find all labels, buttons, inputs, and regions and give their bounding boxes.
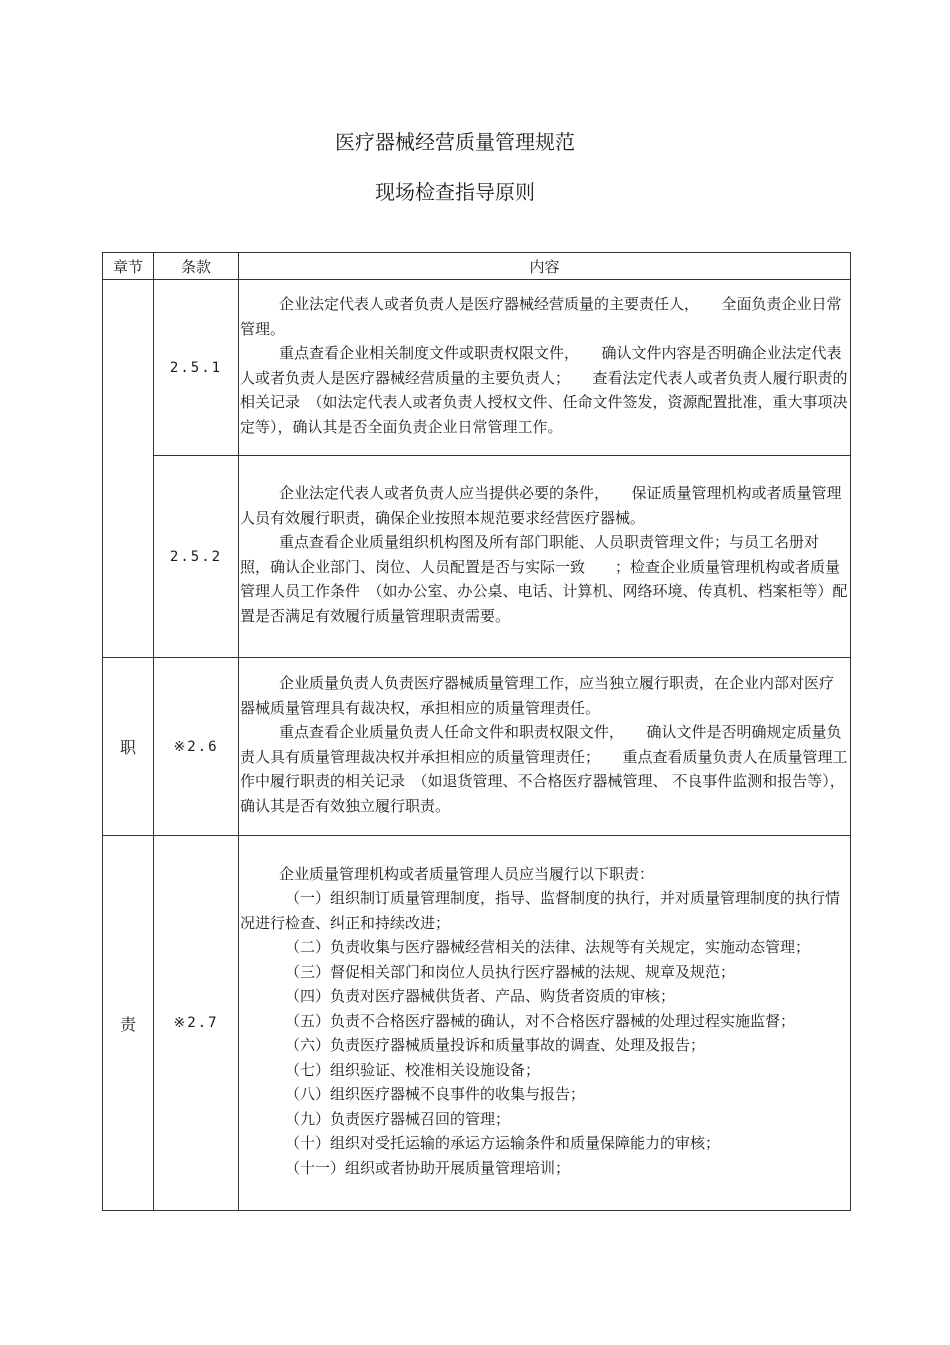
- chapter-cell-upper: [103, 280, 154, 658]
- table-row: [103, 280, 851, 456]
- clause-cell: 2.5.2: [154, 456, 239, 658]
- content-paragraph: （五）负责不合格医疗器械的确认，对不合格医疗器械的处理过程实施监督；: [285, 1011, 796, 1030]
- content-paragraph: （一）组织制订质量管理制度，指导、监督制度的执行，并对质量管理制度的执行情况进行检查、纠正和持续改进；: [240, 889, 841, 932]
- content-paragraph: 企业法定代表人或者负责人应当提供必要的条件， 保证质量管理机构或者质量管理人员有效履行职责，确保企业按照本规范要求经营医疗器械。: [240, 484, 842, 527]
- chapter-cell-zhi: 职: [103, 658, 154, 836]
- content-paragraph: （十一）组织或者协助开展质量管理培训；: [285, 1158, 571, 1177]
- table-row: [103, 456, 851, 658]
- content-paragraph: （二）负责收集与医疗器械经营相关的法律、法规等有关规定，实施动态管理；: [285, 938, 811, 957]
- content-paragraph: （八）组织医疗器械不良事件的收集与报告；: [285, 1085, 586, 1104]
- content-paragraph: 企业质量管理机构或者质量管理人员应当履行以下职责：: [279, 864, 655, 883]
- doc-title-line1: 医疗器械经营质量管理规范: [335, 130, 575, 154]
- content-paragraph: 重点查看企业质量组织机构图及所有部门职能、人员职责管理文件；与员工名册对照，确认企业部门、岗位、人员配置是否与实际一致 ；检查企业质量管理机构或者质量管理人员工作条件 （如办公室、办公桌、电话、计算机、网络环境、传真机、档案柜等）配置是否满足有效履行质量管理职责需要。: [240, 533, 848, 625]
- header-chapter: 章节: [103, 253, 154, 280]
- inspection-table: [102, 252, 851, 1211]
- chapter-cell-ze: 责: [103, 836, 154, 1211]
- content-paragraph: 企业法定代表人或者负责人是医疗器械经营质量的主要责任人， 全面负责企业日常管理。: [240, 295, 842, 338]
- content-cell: [239, 456, 851, 658]
- content-cell: [239, 658, 851, 836]
- content-cell: [239, 836, 851, 1211]
- content-paragraph: （三）督促相关部门和岗位人员执行医疗器械的法规、规章及规范；: [285, 962, 736, 981]
- doc-title-line2: 现场检查指导原则: [375, 180, 535, 204]
- clause-cell: ※2.6: [154, 658, 239, 836]
- clause-cell: ※2.7: [154, 836, 239, 1211]
- header-content: 内容: [239, 253, 851, 280]
- content-paragraph: （六）负责医疗器械质量投诉和质量事故的调查、处理及报告；: [285, 1036, 706, 1055]
- content-paragraph: （七）组织验证、校准相关设施设备；: [285, 1060, 541, 1079]
- table-header-row: [103, 253, 851, 280]
- clause-cell: 2.5.1: [154, 280, 239, 456]
- header-clause: 条款: [154, 253, 239, 280]
- content-paragraph: （九）负责医疗器械召回的管理；: [285, 1109, 511, 1128]
- content-paragraph: （四）负责对医疗器械供货者、产品、购货者资质的审核；: [285, 987, 676, 1006]
- content-paragraph: （十）组织对受托运输的承运方运输条件和质量保障能力的审核；: [285, 1134, 721, 1153]
- table-row: [103, 836, 851, 1211]
- table-row: [103, 658, 851, 836]
- content-paragraph: 重点查看企业质量负责人任命文件和职责权限文件， 确认文件是否明确规定质量负责人具有质量管理裁决权并承担相应的质量管理责任； 重点查看质量负责人在质量管理工作中履行职责的相关记录 （如退货管理、不合格医疗器械管理、 不良事件监测和报告等），确认其是否有效独立履行职责。: [240, 723, 848, 815]
- content-paragraph: 企业质量负责人负责医疗器械质量管理工作，应当独立履行职责，在企业内部对医疗器械质量管理具有裁决权，承担相应的质量管理责任。: [240, 674, 835, 717]
- content-paragraph: 重点查看企业相关制度文件或职责权限文件， 确认文件内容是否明确企业法定代表人或者负责人是医疗器械经营质量的主要负责人； 查看法定代表人或者负责人履行职责的相关记录 （如法定代表人或者负责人授权文件、任命文件签发，资源配置批准，重大事项决定等），确认其是否全面负责企业日常管理工作。: [240, 344, 848, 436]
- content-cell: [239, 280, 851, 456]
